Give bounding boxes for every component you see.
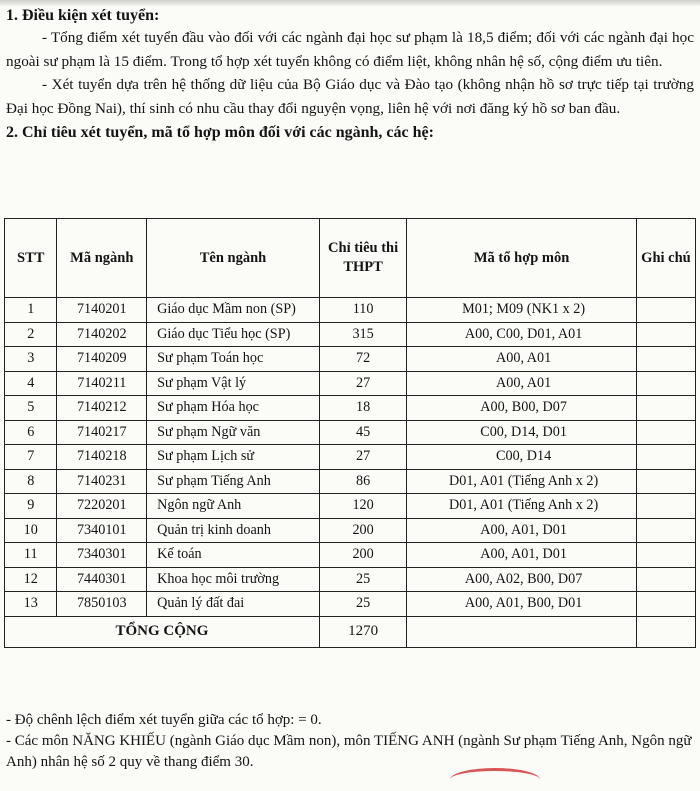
total-empty-note bbox=[636, 616, 695, 647]
row-combo: D01, A01 (Tiếng Anh x 2) bbox=[407, 469, 637, 494]
table-row bbox=[5, 567, 696, 592]
row-stt: 12 bbox=[5, 567, 57, 592]
header-code: Mã ngành bbox=[57, 219, 147, 298]
section1-paragraph-1: - Tổng điểm xét tuyển đầu vào đối với các ngành đại học sư phạm là 18,5 điểm; đối với các ngành đại học ngoài sư phạm là 15 điểm. Trong tổ hợp xét tuyển không có điểm liệt, không nhân hệ số, cộng điểm ưu tiên. bbox=[6, 29, 694, 70]
footnote-1: - Độ chênh lệch điểm xét tuyển giữa các tổ hợp: = 0. bbox=[6, 712, 322, 728]
row-combo: A00, A01 bbox=[407, 347, 637, 372]
table-row bbox=[5, 543, 696, 568]
row-quota: 72 bbox=[319, 347, 406, 372]
row-name: Sư phạm Tiếng Anh bbox=[147, 469, 320, 494]
row-combo: A00, C00, D01, A01 bbox=[407, 322, 637, 347]
row-code: 7140211 bbox=[57, 371, 147, 396]
row-name: Sư phạm Lịch sử bbox=[147, 445, 320, 470]
row-quota: 200 bbox=[319, 518, 406, 543]
header-name: Tên ngành bbox=[147, 219, 320, 298]
row-quota: 110 bbox=[319, 298, 406, 323]
total-empty-cell bbox=[407, 616, 637, 647]
row-note bbox=[636, 371, 695, 396]
row-note bbox=[636, 298, 695, 323]
row-code: 7440301 bbox=[57, 567, 147, 592]
header-note: Ghi chú bbox=[636, 219, 695, 298]
row-name: Quản trị kinh doanh bbox=[147, 518, 320, 543]
row-stt: 5 bbox=[5, 396, 57, 421]
table-total-row bbox=[5, 616, 696, 647]
table-row bbox=[5, 298, 696, 323]
row-name: Quản lý đất đai bbox=[147, 592, 320, 617]
row-name: Kế toán bbox=[147, 543, 320, 568]
table-row bbox=[5, 469, 696, 494]
row-note bbox=[636, 469, 695, 494]
row-stt: 10 bbox=[5, 518, 57, 543]
row-note bbox=[636, 445, 695, 470]
row-quota: 18 bbox=[319, 396, 406, 421]
row-quota: 25 bbox=[319, 567, 406, 592]
section1-heading: 1. Điều kiện xét tuyển: bbox=[6, 7, 160, 24]
row-quota: 315 bbox=[319, 322, 406, 347]
row-quota: 45 bbox=[319, 420, 406, 445]
section2-heading: 2. Chỉ tiêu xét tuyển, mã tổ hợp môn đối với các ngành, các hệ: bbox=[6, 124, 434, 141]
header-stt: STT bbox=[5, 219, 57, 298]
row-name: Khoa học môi trường bbox=[147, 567, 320, 592]
footnote-2: - Các môn NĂNG KHIẾU (ngành Giáo dục Mầm non), môn TIẾNG ANH (ngành Sư phạm Tiếng Anh, Ngôn ngữ Anh) nhân hệ số 2 quy về thang điểm 30. bbox=[6, 733, 692, 770]
section1-paragraph-2: - Xét tuyển dựa trên hệ thống dữ liệu của Bộ Giáo dục và Đào tạo (không nhận hồ sơ trực tiếp tại trường Đại học Đồng Nai), thí sinh có nhu cầu thay đổi nguyện vọng, liên hệ với nơi đăng ký hồ sơ ban đầu. bbox=[6, 76, 694, 117]
row-note bbox=[636, 494, 695, 519]
row-stt: 4 bbox=[5, 371, 57, 396]
row-note bbox=[636, 420, 695, 445]
row-quota: 27 bbox=[319, 371, 406, 396]
row-stt: 11 bbox=[5, 543, 57, 568]
row-combo: A00, A01, D01 bbox=[407, 543, 637, 568]
row-combo: A00, A01, B00, D01 bbox=[407, 592, 637, 617]
row-quota: 200 bbox=[319, 543, 406, 568]
row-code: 7140217 bbox=[57, 420, 147, 445]
row-code: 7140212 bbox=[57, 396, 147, 421]
row-stt: 2 bbox=[5, 322, 57, 347]
row-quota: 86 bbox=[319, 469, 406, 494]
row-stt: 8 bbox=[5, 469, 57, 494]
row-code: 7140218 bbox=[57, 445, 147, 470]
table-row bbox=[5, 445, 696, 470]
row-code: 7140201 bbox=[57, 298, 147, 323]
table-row bbox=[5, 396, 696, 421]
row-code: 7140202 bbox=[57, 322, 147, 347]
row-stt: 6 bbox=[5, 420, 57, 445]
row-name: Sư phạm Vật lý bbox=[147, 371, 320, 396]
row-name: Giáo dục Mầm non (SP) bbox=[147, 298, 320, 323]
table-header-row bbox=[5, 219, 696, 298]
row-name: Sư phạm Toán học bbox=[147, 347, 320, 372]
row-name: Sư phạm Ngữ văn bbox=[147, 420, 320, 445]
row-note bbox=[636, 592, 695, 617]
row-name: Sư phạm Hóa học bbox=[147, 396, 320, 421]
table-row bbox=[5, 494, 696, 519]
row-quota: 120 bbox=[319, 494, 406, 519]
table-row bbox=[5, 420, 696, 445]
table-row bbox=[5, 518, 696, 543]
row-code: 7140231 bbox=[57, 469, 147, 494]
row-note bbox=[636, 322, 695, 347]
row-note bbox=[636, 396, 695, 421]
quota-table bbox=[4, 218, 696, 648]
row-combo: M01; M09 (NK1 x 2) bbox=[407, 298, 637, 323]
header-quota: Chỉ tiêu thi THPT bbox=[319, 219, 406, 298]
row-code: 7220201 bbox=[57, 494, 147, 519]
row-note bbox=[636, 543, 695, 568]
row-combo: D01, A01 (Tiếng Anh x 2) bbox=[407, 494, 637, 519]
row-quota: 27 bbox=[319, 445, 406, 470]
row-combo: A00, B00, D07 bbox=[407, 396, 637, 421]
total-label: TỔNG CỘNG bbox=[5, 616, 320, 647]
document-body bbox=[0, 6, 700, 143]
row-code: 7340101 bbox=[57, 518, 147, 543]
red-stamp-edge bbox=[450, 768, 540, 791]
row-name: Ngôn ngữ Anh bbox=[147, 494, 320, 519]
row-combo: A00, A01 bbox=[407, 371, 637, 396]
row-stt: 1 bbox=[5, 298, 57, 323]
header-combo: Mã tổ hợp môn bbox=[407, 219, 637, 298]
row-quota: 25 bbox=[319, 592, 406, 617]
footnotes bbox=[0, 710, 700, 773]
row-code: 7140209 bbox=[57, 347, 147, 372]
table-row bbox=[5, 371, 696, 396]
row-stt: 7 bbox=[5, 445, 57, 470]
row-stt: 9 bbox=[5, 494, 57, 519]
row-code: 7850103 bbox=[57, 592, 147, 617]
row-note bbox=[636, 518, 695, 543]
total-value: 1270 bbox=[319, 616, 406, 647]
row-combo: A00, A02, B00, D07 bbox=[407, 567, 637, 592]
table-row bbox=[5, 347, 696, 372]
row-code: 7340301 bbox=[57, 543, 147, 568]
row-stt: 13 bbox=[5, 592, 57, 617]
row-name: Giáo dục Tiểu học (SP) bbox=[147, 322, 320, 347]
table-row bbox=[5, 592, 696, 617]
row-stt: 3 bbox=[5, 347, 57, 372]
row-combo: A00, A01, D01 bbox=[407, 518, 637, 543]
row-note bbox=[636, 567, 695, 592]
row-combo: C00, D14, D01 bbox=[407, 420, 637, 445]
table-row bbox=[5, 322, 696, 347]
row-note bbox=[636, 347, 695, 372]
row-combo: C00, D14 bbox=[407, 445, 637, 470]
